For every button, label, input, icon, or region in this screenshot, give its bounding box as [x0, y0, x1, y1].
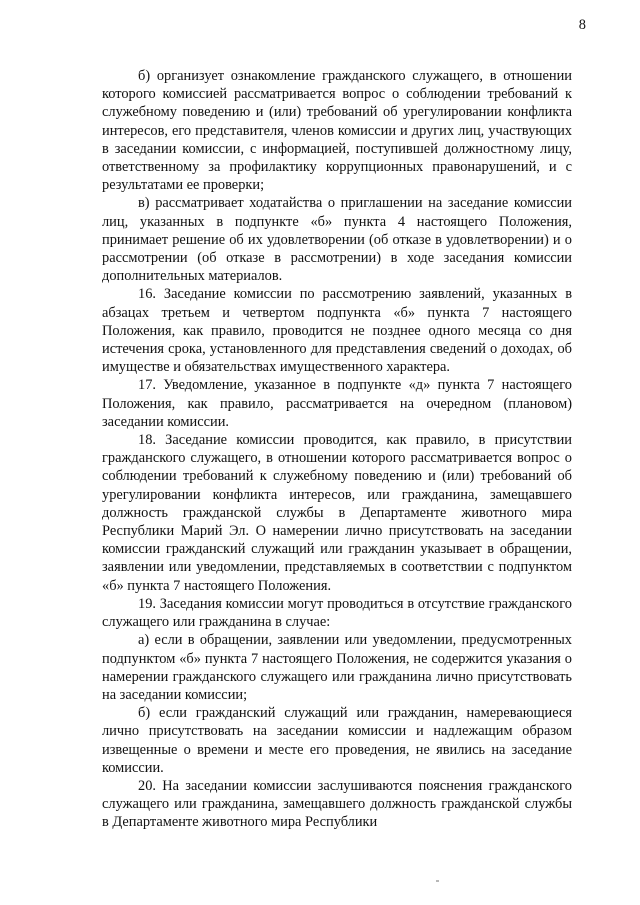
scan-speck	[436, 880, 439, 882]
paragraph-19: 19. Заседания комиссии могут проводиться в отсутствие гражданского служащего или гражданина в случае:	[102, 595, 572, 631]
document-body	[102, 67, 572, 832]
paragraph-15v: в) рассматривает ходатайства о приглашении на заседание комиссии лиц, указанных в подпункте «б» пункта 4 настоящего Положения, принимает решение об их удовлетворении (об отказе в удовлетворении) и о рассмотрении (об отказе в рассмотрении) в ходе заседания комиссии дополнительных материалов.	[102, 195, 572, 285]
page-number: 8	[578, 17, 586, 33]
paragraph-19a: а) если в обращении, заявлении или уведомлении, предусмотренных подпунктом «б» пункта 7 настоящего Положения, не содержится указания о намерении гражданского служащего или гражданина лично присутствовать на заседании комиссии;	[102, 632, 572, 703]
paragraph-16: 16. Заседание комиссии по рассмотрению заявлений, указанных в абзацах третьем и четвертом подпункта «б» пункта 7 настоящего Положения, как правило, проводится не позднее одного месяца со дня истечения срока, установленного для представления сведений о доходах, об имуществе и обязательствах имущественного характера.	[102, 286, 572, 376]
paragraph-15b: б) организует ознакомление гражданского служащего, в отношении которого комиссией рассматривается вопрос о соблюдении требований к служебному поведению и (или) требований об урегулировании конфликта интересов, его представителя, членов комиссии и других лиц, участвующих в заседании комиссии, с информацией, поступившей должностному лицу, ответственному за профилактику коррупционных правонарушений, и с результатами ее проверки;	[102, 68, 572, 194]
paragraph-17: 17. Уведомление, указанное в подпункте «д» пункта 7 настоящего Положения, как правило, рассматривается на очередном (плановом) заседании комиссии.	[102, 377, 572, 430]
paragraph-20: 20. На заседании комиссии заслушиваются пояснения гражданского служащего или гражданина, замещавшего должность гражданской службы в Департаменте животного мира Республики	[102, 777, 572, 831]
paragraph-19b: б) если гражданский служащий или гражданин, намеревающиеся лично присутствовать на заседании комиссии и надлежащим образом извещенные о времени и месте его проведения, не явились на заседание комиссии.	[102, 705, 572, 776]
paragraph-18: 18. Заседание комиссии проводится, как правило, в присутствии гражданского служащего, в отношении которого рассматривается вопрос о соблюдении требований к служебному поведению и (или) требований об урегулировании конфликта интересов, или гражданина, замещавшего должность гражданской службы в Департаменте животного мира Республики Марий Эл. О намерении лично присутствовать на заседании комиссии гражданский служащий или гражданин указывает в обращении, заявлении или уведомлении, представляемых в соответствии с подпунктом «б» пункта 7 настоящего Положения.	[102, 432, 572, 594]
